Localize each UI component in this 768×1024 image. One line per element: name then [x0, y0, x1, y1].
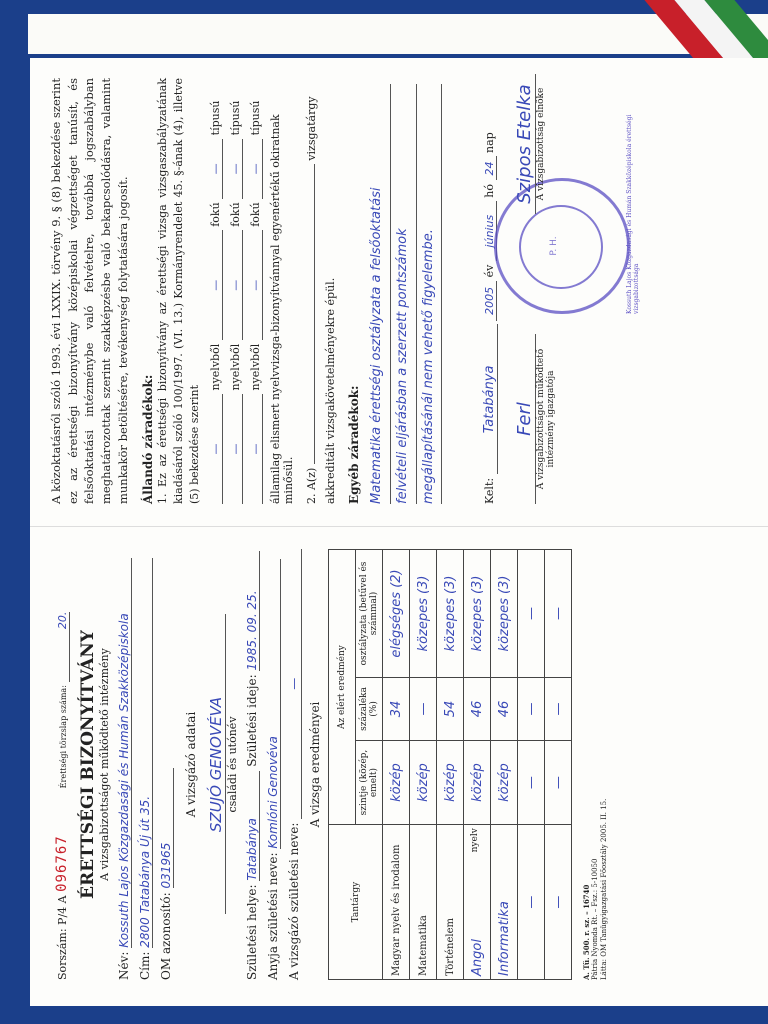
col-subject: Tantárgy [329, 825, 383, 980]
address-label: Cím: [138, 951, 152, 980]
institution-name: Kossuth Lajos Közgazdasági és Humán Szakközépiskola [117, 558, 132, 948]
table-row [383, 550, 410, 980]
date-label: Kelt: [483, 477, 497, 504]
date-place: Tatabánya [482, 324, 498, 474]
date-day: 24 [483, 156, 497, 180]
grade-cell: elégséges (2) [383, 550, 410, 678]
grade-cell: közepes (3) [464, 550, 491, 678]
percent-cell: 54 [437, 677, 464, 740]
print-footer-2: Pátria Nyomda Rt. – Fsz.: 5-10050 [591, 858, 600, 980]
lang-word-3: nyelvből [249, 343, 263, 391]
table-row [437, 550, 464, 980]
percent-cell: — [518, 677, 545, 740]
col-percent: százaléka (%) [356, 677, 383, 740]
level-cell: közép [383, 740, 410, 824]
col-level: szintje (közép, emelt) [356, 740, 383, 824]
candidate-name: SZUJÓ GENOVÉVA [207, 615, 226, 915]
subject-cell: Informatika [491, 825, 518, 980]
level-word: fokú [209, 202, 223, 227]
subject-cell: — [518, 825, 545, 980]
date-year: 2005 [483, 281, 497, 321]
grade-cell: közepes (3) [410, 550, 437, 678]
lang-word-2: nyelvből [229, 343, 243, 391]
table-row [491, 550, 518, 980]
state-recognition-text: államilag elismert nyelvvizsga-bizonyítvánnyal egyenértékű okiratnak minősül. [269, 114, 296, 504]
item2-prefix: 2. A(z) [305, 467, 319, 504]
register-label: Érettségi törzslap száma: [59, 685, 68, 789]
grade-cell: — [518, 550, 545, 678]
grade-cell: közepes (3) [491, 550, 518, 678]
table-row [464, 550, 491, 980]
other-clause-line-1: Matematika érettségi osztályzata a felsőoktatási [365, 84, 391, 504]
institution-address: 2800 Tatabánya Új út 35. [138, 558, 153, 948]
institution-caption: A vizsgabizottságot működtető intézmény [98, 648, 111, 881]
col-group: Az elért eredmény [329, 550, 356, 825]
subject-cell: Magyar nyelv és irodalom [383, 825, 410, 980]
item2-suffix: vizsgatárgy [305, 96, 319, 161]
grade-cell: — [545, 550, 572, 678]
percent-cell: 46 [464, 677, 491, 740]
left-page [30, 526, 768, 1006]
date-month: június [483, 201, 497, 261]
permanent-clauses-heading: Állandó záradékok: [141, 374, 156, 504]
results-heading: A vizsga eredményei [308, 701, 322, 828]
level-cell: — [545, 740, 572, 824]
stamp-ph: P. H. [549, 236, 560, 256]
birth-place: Tatabánya [245, 771, 260, 881]
legal-intro: A közoktatásról szóló 1993. évi LXXIX. törvény 9. § (8) bekezdése szerint ez az érettségi bizonyítvány középiskolai végzettséget tanúsít, és felsőoktatási intézménybe való felvételre, továbbá jogszabályban meghatározottak szerint szakképzésbe való bekapcsolódásra, valamint munkakör betöltésére, tevékenység folytatására jogosít. [49, 78, 130, 504]
table-row [410, 550, 437, 980]
serial-label: Sorszám: P/4 A [56, 895, 69, 980]
level-cell: közép [437, 740, 464, 824]
director-caption: A vizsgabizottságot működtető intézmény igazgatója [536, 348, 557, 490]
family-name-caption: családi és utónév [226, 716, 239, 813]
level-cell: — [518, 740, 545, 824]
om-label: OM azonosító: [159, 892, 173, 980]
grade-cell: közepes (3) [437, 550, 464, 678]
percent-cell: 46 [491, 677, 518, 740]
results-table [328, 549, 572, 980]
birth-date-label: Születési ideje: [245, 674, 259, 767]
subject-suffix: nyelv [469, 828, 480, 853]
subject-cell: — [545, 825, 572, 980]
birth-place-label: Születési helye: [245, 884, 259, 980]
level-word-3: fokú [249, 202, 263, 227]
director-signature: Ferl [514, 334, 536, 504]
subject-cell: Angol [469, 939, 485, 976]
stamp-caption: Kossuth Lajos Közgazdasági és Humán Szakközépiskola érettségi vizsgabizottsága [626, 114, 641, 314]
mother-label: Anyja születési neve: [266, 852, 280, 980]
level-word-2: fokú [229, 202, 243, 227]
other-clause-line-3: megállapításánál nem vehető figyelembe. [417, 84, 443, 504]
level-cell: közép [464, 740, 491, 824]
subject-cell: Történelem [437, 825, 464, 980]
month-word: hó [483, 183, 497, 198]
level-cell: közép [491, 740, 518, 824]
col-grade: osztályzata (betűvel és számmal) [356, 550, 383, 678]
lang-word: nyelvből [209, 343, 223, 391]
print-footer-1: A. Tü. 500. r. sz. – 16740 [582, 884, 591, 980]
type-word-3: típusú [249, 100, 263, 136]
right-page: A közoktatásról szóló 1993. évi LXXIX. törvény 9. § (8) bekezdése szerint ez az érettségi bizonyítvány középiskolai végzettséget tanúsít, és felsőoktatási intézménybe való felvételre, továbbá jogszabályban meghatározottak szerint szakképzésbe való bekapcsolódásra, valamint munkakör betöltésére, tevékenység folytatására jogosít. Állandó záradékok: 1. Ez az érettségi bizonyítvány az érettségi vizsga vizsgaszabályzatának kiadásáról szóló 100/1997. (VI. 13.) Kormányrendelet 45. §-ának (4), illetve (5) bekezdése szerint — nyelvből — fokú — típusú — nyelvből — fokú — típusú — nyelvből — fokú — típusú államilag elismert nyelvvizsga-bizonyítvánnyal egyenértékű okiratnak minősül. 2. A(z) vizsgatárgy akkreditált vizsgakövetelményekre épül. Egyéb záradékok: Matematika érettségi osztályzata a felsőoktatási felvételi eljárásban a szerzett pontszámok megállapításánál nem vehető figyelembe. Kelt: Tatabánya 2005 év június hó 24 nap Ferl A vizsgabizottságot működtető intézmény igazgatója P. H. Kossuth Lajos Közgazdasági és Humán Szakközépiskola érettségi vizsgabizottsága Szipos Etelka A vizsgabizottság elnöke [30, 58, 768, 526]
other-clauses-heading: Egyéb záradékok: [347, 385, 362, 504]
print-footer-3: Látta: OM Tanügyigazgatási Főosztály 2005. II. 15. [600, 798, 609, 980]
mother-name: Komlóni Genovéva [266, 559, 281, 849]
other-clause-line-2: felvételi eljárásban a szerzett pontszámok [391, 84, 417, 504]
day-word: nap [483, 132, 497, 153]
item2-text: akkreditált vizsgakövetelményekre épül. [324, 277, 338, 504]
level-cell: közép [410, 740, 437, 824]
candidate-heading: A vizsgázó adatai [184, 711, 198, 818]
chair-signature: Szipos Etelka [514, 74, 536, 214]
candidate-birthname-label: A vizsgázó születési neve: [287, 822, 301, 980]
table-row [545, 550, 572, 980]
percent-cell: — [410, 677, 437, 740]
year-word: év [483, 264, 497, 278]
rotated-spread [30, 58, 768, 1006]
document-title: ÉRETTSÉGI BIZONYÍTVÁNY [78, 630, 98, 899]
booklet-top-edge [28, 14, 768, 54]
register-value: 20. [56, 612, 70, 682]
percent-cell: 34 [383, 677, 410, 740]
om-value: 031965 [159, 768, 174, 888]
table-row [518, 550, 545, 980]
chair-caption: A vizsgabizottság elnöke [536, 87, 547, 201]
birth-date: 1985. 09. 25. [245, 551, 260, 671]
type-word: típusú [209, 100, 223, 136]
subject-cell: Matematika [410, 825, 437, 980]
serial-number: 096767 [54, 835, 70, 892]
type-word-2: típusú [229, 100, 243, 136]
name-label: Név: [117, 951, 131, 980]
percent-cell: — [545, 677, 572, 740]
permanent-clause-text: 1. Ez az érettségi bizonyítvány az érettségi vizsga vizsgaszabályzatának kiadásáról szóló 100/1997. (VI. 13.) Kormányrendelet 45. §-ának (4), illetve (5) bekezdése szerint [156, 78, 202, 504]
candidate-birthname: — [287, 549, 302, 819]
